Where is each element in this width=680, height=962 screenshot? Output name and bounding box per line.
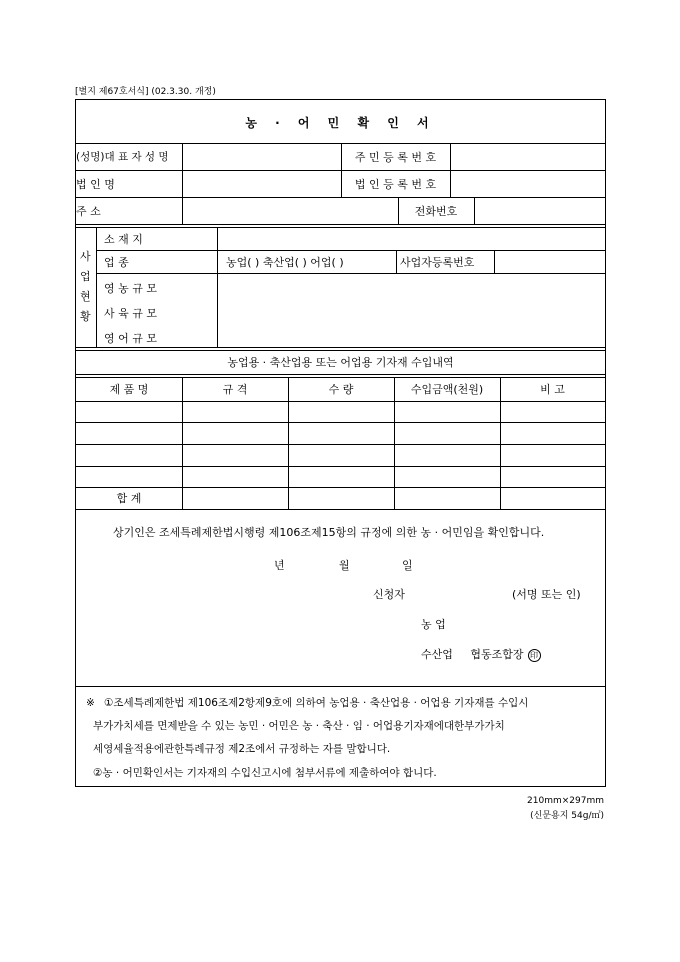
divider (394, 377, 395, 509)
divider (76, 466, 605, 467)
date-month-label: 월 (339, 559, 350, 572)
resident-number-label: 주 민 등 록 번 호 (354, 151, 437, 164)
divider (76, 347, 605, 348)
total-label: 합 계 (116, 492, 142, 505)
location-label: 소 재 지 (104, 233, 143, 246)
divider (76, 401, 605, 402)
divider (96, 273, 605, 274)
farmer-fisher-confirmation-form (75, 99, 606, 787)
seal-mark: 印 (528, 649, 541, 662)
divider (450, 143, 451, 197)
date-year-label: 년 (274, 559, 285, 572)
livestock-scale-label: 사 육 규 모 (104, 307, 157, 320)
industry-options: 농업( ) 축산업( ) 어업( ) (226, 256, 344, 269)
business-registration-number-label: 사업자등록번호 (400, 256, 475, 269)
paper-stock: (신문용지 54g/㎡) (530, 811, 604, 821)
divider (76, 686, 605, 687)
divider (182, 143, 183, 224)
divider (494, 250, 495, 273)
applicant-label: 신청자 (373, 588, 405, 601)
address-label: 주 소 (76, 205, 101, 218)
note-2: ②농 · 어민확인서는 기자재의 수입신고시에 첨부서류에 제출하여야 합니다. (93, 767, 437, 779)
form-number-note: [별지 제67호서식] (02.3.30. 개정) (75, 87, 216, 97)
divider (96, 250, 605, 251)
note-1-line-1: ①조세특례제한법 제106조제2항제9호에 의하여 농업용 · 축산업용 · 어업용 기자재를 수입시 (104, 697, 529, 709)
business-status-char-3: 현 (80, 290, 91, 303)
signature-label: (서명 또는 인) (512, 588, 581, 601)
note-mark: ※ (86, 697, 95, 709)
divider (76, 197, 605, 198)
divider (76, 224, 605, 225)
certification-statement: 상기인은 조세특례제한법시행령 제106조제15항의 규정에 의한 농 · 어민임을 확인합니다. (113, 526, 545, 539)
divider (76, 509, 605, 510)
fishery-scale-label: 영 어 규 모 (104, 332, 157, 345)
phone-label: 전화번호 (414, 205, 458, 218)
divider (76, 227, 605, 228)
business-status-char-1: 사 (80, 250, 91, 263)
divider (474, 197, 475, 224)
form-title: 농 · 어 민 확 인 서 (245, 116, 436, 130)
industry-label: 업 종 (104, 256, 129, 269)
divider (76, 377, 605, 378)
column-header-quantity: 수 량 (328, 383, 354, 396)
column-header-amount: 수입금액(천원) (410, 383, 484, 396)
divider (76, 350, 605, 351)
association-line-2 (421, 648, 541, 662)
association-name: 수산업 협동조합장 (421, 648, 524, 661)
divider (76, 422, 605, 423)
column-header-remarks: 비 고 (540, 383, 565, 396)
divider (288, 377, 289, 509)
divider (76, 444, 605, 445)
divider (96, 227, 97, 347)
divider (500, 377, 501, 509)
divider (396, 250, 397, 273)
divider (76, 374, 605, 375)
divider (217, 227, 218, 347)
note-1-line-2: 부가가치세를 면제받을 수 있는 농민 · 어민은 농 · 축산 · 임 · 어업용기자재에대한부가가치 (93, 720, 505, 732)
corporate-registration-number-label: 법 인 등 록 번 호 (354, 178, 437, 191)
business-status-char-4: 황 (80, 310, 91, 323)
column-header-product: 제 품 명 (109, 383, 149, 396)
paper-size: 210mm×297mm (527, 796, 604, 806)
farm-scale-label: 영 농 규 모 (104, 282, 157, 295)
column-header-spec: 규 격 (222, 383, 248, 396)
date-day-label: 일 (402, 559, 413, 572)
business-status-char-2: 업 (80, 270, 91, 283)
corporation-name-label: 법 인 명 (76, 178, 115, 191)
divider (76, 487, 605, 488)
divider (182, 377, 183, 509)
representative-name-label: (성명)대 표 자 성 명 (76, 151, 169, 163)
import-section-title: 농업용 · 축산업용 또는 어업용 기자재 수입내역 (227, 356, 454, 369)
association-line-1: 농 업 (421, 618, 446, 631)
note-1-line-3: 세영세율적용에관한특례규정 제2조에서 규정하는 자를 말합니다. (93, 743, 391, 755)
